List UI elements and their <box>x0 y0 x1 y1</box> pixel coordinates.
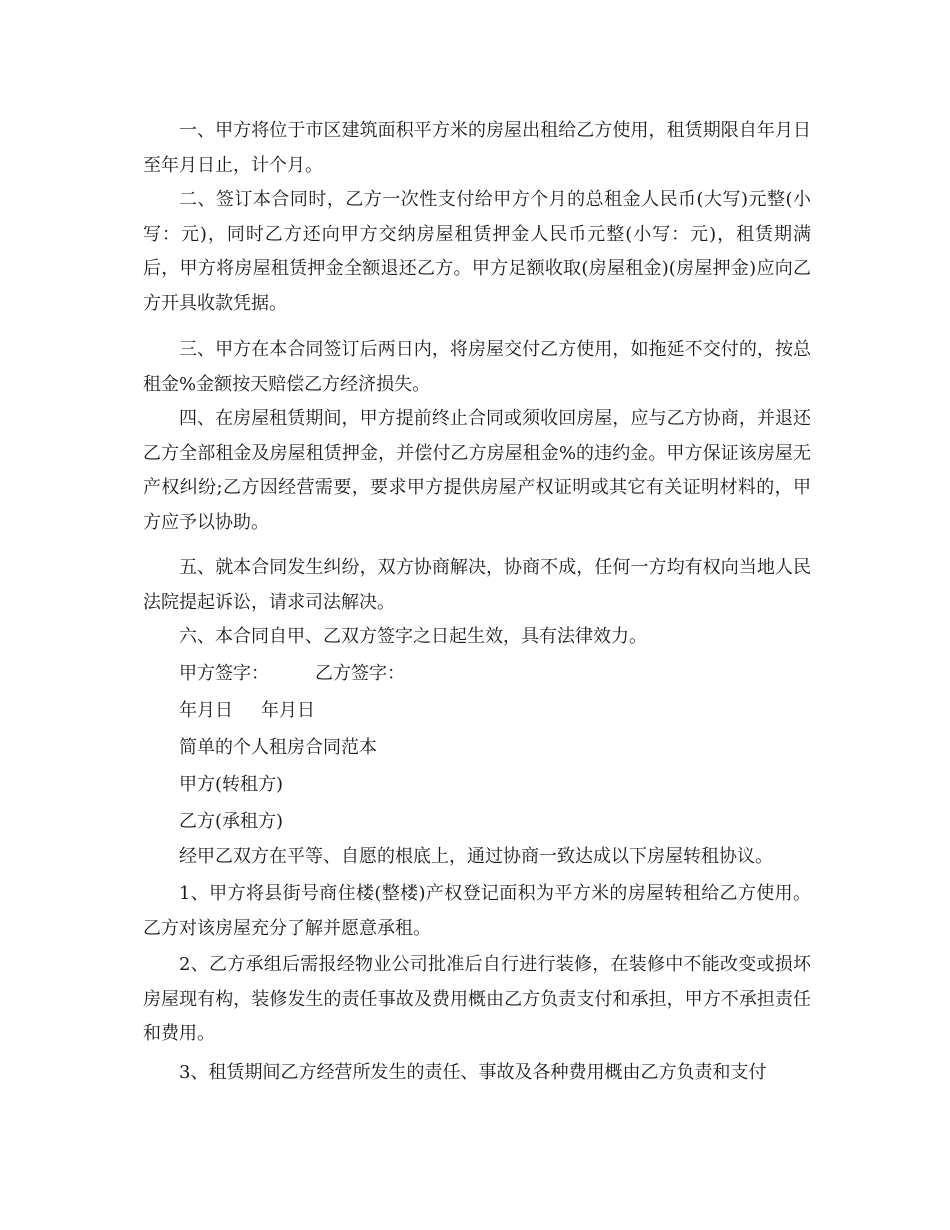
clause-3-paragraph: 三、甲方在本合同签订后两日内，将房屋交付乙方使用，如拖延不交付的，按总租金%金额按天赔偿乙方经济损失。 <box>143 339 811 395</box>
sublease-clause-3: 3、租赁期间乙方经营所发生的责任、事故及各种费用概由乙方负责和支付 <box>179 1062 767 1083</box>
clause-1-paragraph: 一、甲方将位于市区建筑面积平方米的房屋出租给乙方使用，租赁期限自年月日至年月日止，计个月。 <box>143 120 811 176</box>
clause-4-paragraph: 四、在房屋租赁期间，甲方提前终止合同或须收回房屋，应与乙方协商，并退还乙方全部租金及房屋租赁押金，并偿付乙方房屋租金%的违约金。甲方保证该房屋无产权纠纷;乙方因经营需要，要求甲方提供房屋产权证明或其它有关证明材料的，甲方应予以协助。 <box>143 408 811 533</box>
sublease-clause-2: 2、乙方承组后需报经物业公司批准后自行进行装修，在装修中不能改变或损坏房屋现有构，装修发生的责任事故及费用概由乙方负责支付和承担，甲方不承担责任和费用。 <box>143 954 811 1044</box>
clause-6-paragraph: 六、本合同自甲、乙双方签字之日起生效，具有法律效力。 <box>179 626 647 647</box>
party-b-signature-label: 乙方签字： <box>315 663 405 684</box>
party-a-role: 甲方(转租方) <box>179 774 284 795</box>
signature-line <box>179 657 405 692</box>
party-b-date: 年月日 <box>261 700 315 721</box>
clause-5-paragraph: 五、就本合同发生纠纷，双方协商解决，协商不成，任何一方均有权向当地人民法院提起诉讼，请求司法解决。 <box>143 557 811 613</box>
date-line <box>179 694 315 729</box>
intro-paragraph: 经甲乙双方在平等、自愿的根底上，通过协商一致达成以下房屋转租协议。 <box>179 846 773 867</box>
clause-2-paragraph: 二、签订本合同时，乙方一次性支付给甲方个月的总租金人民币(大写)元整(小写：元)，同时乙方还向甲方交纳房屋租赁押金人民币元整(小写：元)，租赁期满后，甲方将房屋租赁押金全额退还乙方。甲方足额收取(房屋租金)(房屋押金)应向乙方开具收款凭据。 <box>143 189 811 314</box>
sublease-clause-1: 1、甲方将县街号商住楼(整楼)产权登记面积为平方米的房屋转租给乙方使用。乙方对该房屋充分了解并愿意承租。 <box>143 883 811 939</box>
party-a-date: 年月日 <box>179 700 233 721</box>
party-a-signature-label: 甲方签字： <box>179 663 269 684</box>
second-contract-title: 简单的个人租房合同范本 <box>179 737 377 758</box>
party-b-role: 乙方(承租方) <box>179 811 284 832</box>
